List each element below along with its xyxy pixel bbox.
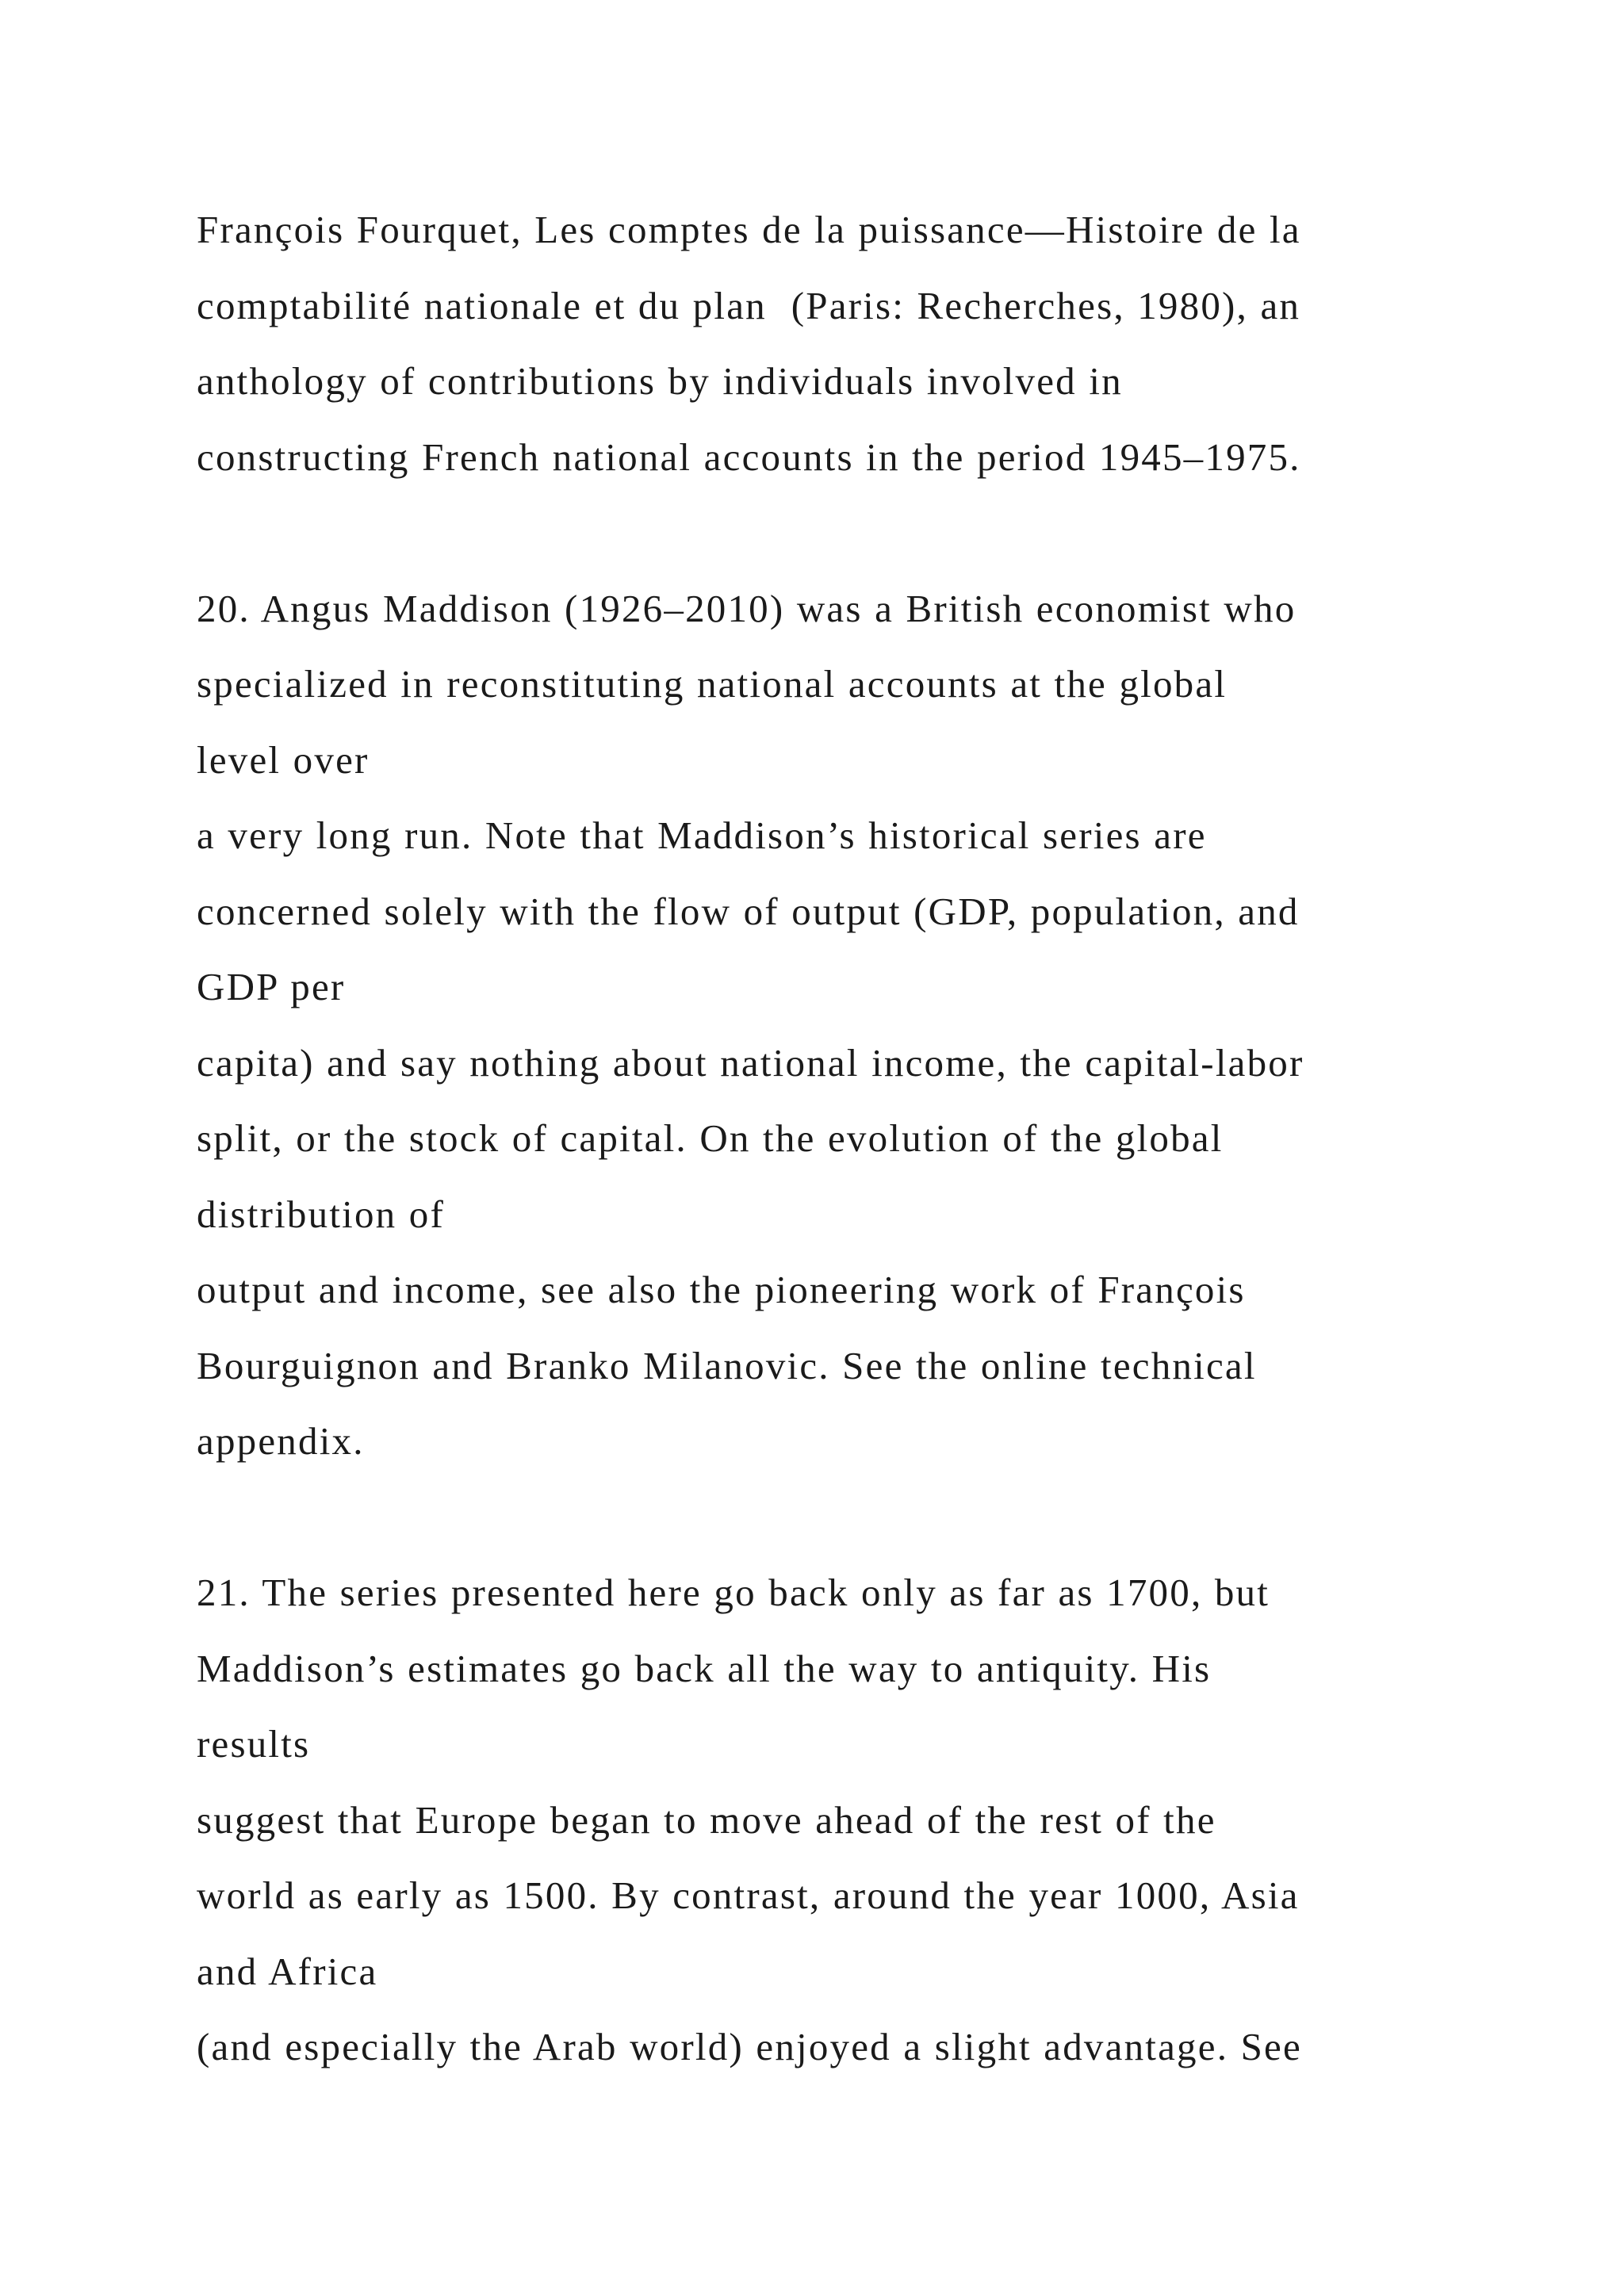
text-line: specialized in reconstituting national accounts at the global xyxy=(197,662,1228,706)
text-line: 20. Angus Maddison (1926–2010) was a British economist who xyxy=(197,586,1297,630)
text-line: results xyxy=(197,1722,311,1766)
text-line: 21. The series presented here go back only as far as 1700, but xyxy=(197,1571,1270,1614)
text-line: distribution of xyxy=(197,1192,446,1236)
text-line: Bourguignon and Branko Milanovic. See the online technical xyxy=(197,1343,1257,1387)
text-line: output and income, see also the pioneering work of François xyxy=(197,1268,1246,1311)
text-line: concerned solely with the flow of output (GDP, population, and xyxy=(197,889,1300,933)
text-line: comptabilité nationale et du plan (Paris: Recherches, 1980), an xyxy=(197,283,1301,327)
text-line: level over xyxy=(197,737,370,782)
blank-line xyxy=(197,1479,1545,1556)
blank-line xyxy=(197,495,1545,571)
text-line: François Fourquet, Les comptes de la puissance—Histoire de la xyxy=(197,208,1301,251)
text-line: capita) and say nothing about national income, the capital-labor xyxy=(197,1040,1304,1085)
text-line: suggest that Europe began to move ahead of the rest of the xyxy=(197,1797,1216,1842)
footnotes-text xyxy=(197,192,1545,2085)
text-line: (and especially the Arab world) enjoyed a slight advantage. See xyxy=(197,2025,1302,2068)
text-line: appendix. xyxy=(197,1419,365,1463)
text-line: GDP per xyxy=(197,965,346,1008)
text-line: constructing French national accounts in the period 1945–1975. xyxy=(197,434,1301,479)
text-line: a very long run. Note that Maddison’s historical series are xyxy=(197,813,1207,857)
text-line: split, or the stock of capital. On the evolution of the global xyxy=(197,1116,1224,1160)
text-line: Maddison’s estimates go back all the way to antiquity. His xyxy=(197,1646,1212,1690)
text-line: world as early as 1500. By contrast, around the year 1000, Asia xyxy=(197,1873,1300,1917)
text-line: and Africa xyxy=(197,1949,378,1993)
text-line: anthology of contributions by individuals involved in xyxy=(197,359,1123,403)
